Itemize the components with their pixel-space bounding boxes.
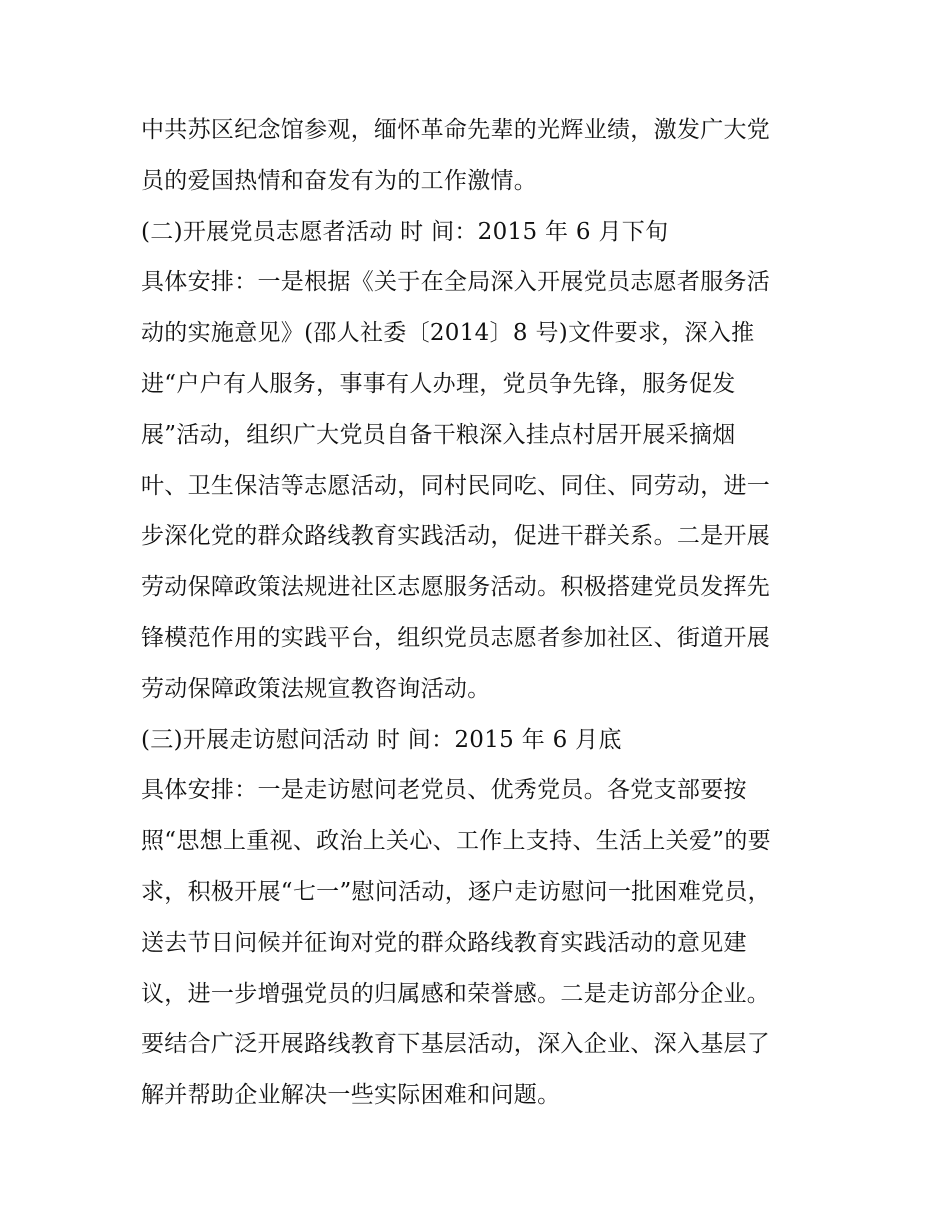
text-line: 员的爱国热情和奋发有为的工作激情。	[141, 167, 538, 194]
text-line: 照“思想上重视、政治上关心、工作上支持、生活上关爱”的要	[141, 828, 771, 855]
text-line: 议，进一步增强党员的归属感和荣誉感。二是走访部分企业。	[141, 980, 771, 1007]
text-line: 进“户户有人服务，事事有人办理，党员争先锋，服务促发	[141, 370, 736, 397]
document-body	[141, 105, 821, 1121]
text-line: 展”活动，组织广大党员自备干粮深入挂点村居开展采摘烟	[141, 421, 736, 448]
text-line: 具体安排：一是走访慰问老党员、优秀党员。各党支部要按	[141, 777, 747, 804]
text-line: 叶、卫生保洁等志愿活动，同村民同吃、同住、同劳动，进一	[141, 472, 771, 499]
text-line: 中共苏区纪念馆参观，缅怀革命先辈的光辉业绩，激发广大党	[141, 117, 771, 143]
text-line: 锋模范作用的实践平台，组织党员志愿者参加社区、街道开展	[141, 624, 771, 651]
text-line: 步深化党的群众路线教育实践活动，促进干群关系。二是开展	[141, 523, 771, 550]
text-line: 求，积极开展“七一”慰问活动，逐户走访慰问一批困难党员，	[141, 878, 771, 905]
text-line: 动的实施意见》(邵人社委〔2014〕8 号)文件要求，深入推	[141, 320, 755, 347]
section-heading-volunteer: (二)开展党员志愿者活动 时 间：2015 年 6 月下旬	[141, 218, 669, 245]
text-line: 要结合广泛开展路线教育下基层活动，深入企业、深入基层了	[141, 1031, 771, 1058]
text-line: 具体安排：一是根据《关于在全局深入开展党员志愿者服务活	[141, 269, 771, 296]
text-line: 劳动保障政策法规进社区志愿服务活动。积极搭建党员发挥先	[141, 574, 771, 601]
text-line: 劳动保障政策法规宣教咨询活动。	[141, 675, 491, 702]
section-heading-visits: (三)开展走访慰问活动 时 间：2015 年 6 月底	[141, 726, 622, 753]
text-line: 送去节日问候并征询对党的群众路线教育实践活动的意见建	[141, 929, 747, 956]
text-line: 解并帮助企业解决一些实际困难和问题。	[141, 1082, 561, 1109]
